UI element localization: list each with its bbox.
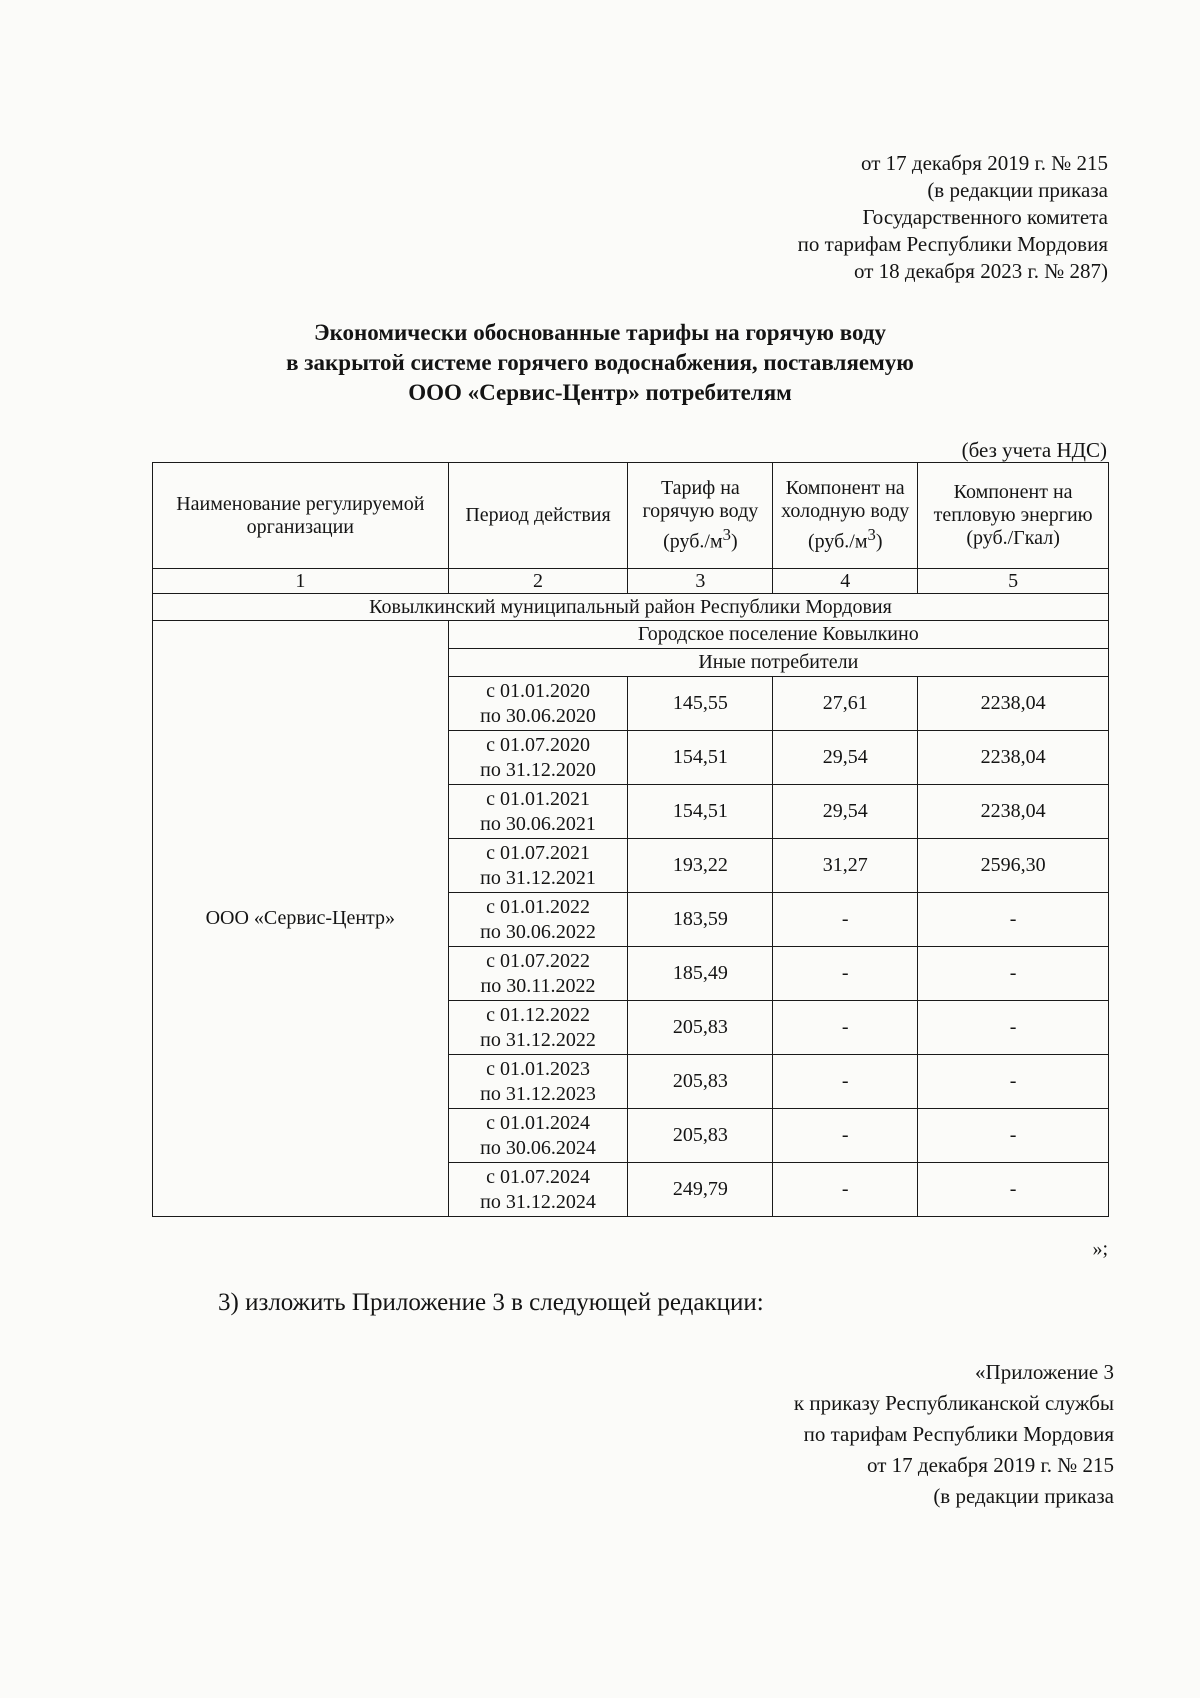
column-number: 1	[153, 569, 449, 594]
header-heat-energy: Компонент на тепловую энергию (руб./Гкал)	[918, 463, 1109, 569]
period-end: по 31.12.2024	[480, 1190, 596, 1213]
header-cold-water: Компонент на холодную воду $(руб./м^3)$	[773, 463, 918, 569]
order-reference-line: по тарифам Республики Мордовия	[797, 232, 1108, 256]
district-row	[153, 594, 1109, 621]
period-cell	[448, 785, 628, 839]
period-cell	[448, 677, 628, 731]
cold-water-cell: -	[773, 1163, 918, 1217]
period-cell	[448, 947, 628, 1001]
tariff-cell: 205,83	[628, 1109, 773, 1163]
tariff-cell: 154,51	[628, 731, 773, 785]
tariff-cell: 193,22	[628, 839, 773, 893]
closing-quote: »;	[1092, 1238, 1108, 1260]
column-number: 5	[918, 569, 1109, 594]
cold-water-cell: -	[773, 947, 918, 1001]
period-start: с 01.01.2021	[486, 787, 590, 810]
period-start: с 01.01.2022	[486, 895, 590, 918]
order-reference-line: (в редакции приказа	[927, 178, 1108, 202]
appendix-line: от 17 декабря 2019 г. № 215	[867, 1453, 1114, 1477]
cold-water-cell: 29,54	[773, 731, 918, 785]
table-header-row	[153, 463, 1109, 569]
organization-name: ООО «Сервис-Центр»	[153, 621, 449, 1217]
title-line: в закрытой системе горячего водоснабжения, поставляемую	[286, 350, 914, 375]
heat-energy-cell: 2238,04	[918, 731, 1109, 785]
heat-energy-cell: 2238,04	[918, 677, 1109, 731]
cold-water-cell: -	[773, 1055, 918, 1109]
appendix-reference	[794, 1357, 1114, 1512]
order-reference-line: от 18 декабря 2023 г. № 287)	[854, 259, 1108, 283]
period-end: по 31.12.2021	[480, 866, 596, 889]
period-cell	[448, 731, 628, 785]
period-cell	[448, 1055, 628, 1109]
tariff-table	[152, 462, 1109, 1217]
settlement-row	[153, 621, 1109, 649]
order-reference-line: от 17 декабря 2019 г. № 215	[861, 151, 1108, 175]
period-cell	[448, 839, 628, 893]
period-start: с 01.12.2022	[486, 1003, 590, 1026]
cold-water-cell: -	[773, 1001, 918, 1055]
period-cell	[448, 1163, 628, 1217]
heat-energy-cell: -	[918, 1163, 1109, 1217]
period-end: по 30.06.2020	[480, 704, 596, 727]
appendix-line: к приказу Республиканской службы	[793, 1391, 1114, 1415]
appendix-line: (в редакции приказа	[933, 1484, 1114, 1508]
period-end: по 30.06.2021	[480, 812, 596, 835]
tariff-cell: 249,79	[628, 1163, 773, 1217]
period-end: по 30.06.2024	[480, 1136, 596, 1159]
heat-energy-cell: -	[918, 1001, 1109, 1055]
period-start: с 01.07.2022	[486, 949, 590, 972]
column-number: 3	[628, 569, 773, 594]
heat-energy-cell: -	[918, 893, 1109, 947]
settlement-name: Городское поселение Ковылкино	[448, 621, 1108, 649]
cold-water-cell: 27,61	[773, 677, 918, 731]
heat-energy-cell: -	[918, 1055, 1109, 1109]
period-end: по 31.12.2022	[480, 1028, 596, 1051]
tariff-cell: 205,83	[628, 1055, 773, 1109]
consumer-group-name: Иные потребители	[448, 649, 1108, 677]
period-end: по 31.12.2020	[480, 758, 596, 781]
tariff-cell: 205,83	[628, 1001, 773, 1055]
header-organization: Наименование регулируемой организации	[153, 463, 449, 569]
title-line: Экономически обоснованные тарифы на горячую воду	[313, 320, 886, 345]
column-number-row	[153, 569, 1109, 594]
column-number: 2	[448, 569, 628, 594]
heat-energy-cell: 2238,04	[918, 785, 1109, 839]
period-cell	[448, 893, 628, 947]
column-number: 4	[773, 569, 918, 594]
order-reference-line: Государственного комитета	[862, 205, 1108, 229]
period-start: с 01.07.2021	[486, 841, 590, 864]
title-line: ООО «Сервис-Центр» потребителям	[408, 380, 792, 405]
period-start: с 01.01.2023	[486, 1057, 590, 1080]
vat-note: (без учета НДС)	[961, 438, 1107, 462]
period-start: с 01.07.2024	[486, 1165, 590, 1188]
tariff-cell: 183,59	[628, 893, 773, 947]
period-start: с 01.07.2020	[486, 733, 590, 756]
header-period: Период действия	[448, 463, 628, 569]
appendix-line: «Приложение 3	[975, 1360, 1114, 1384]
period-end: по 30.06.2022	[480, 920, 596, 943]
period-end: по 30.11.2022	[480, 974, 596, 997]
instruction-text: 3) изложить Приложение 3 в следующей редакции:	[218, 1289, 764, 1316]
period-end: по 31.12.2023	[480, 1082, 596, 1105]
tariff-cell: 154,51	[628, 785, 773, 839]
tariff-cell: 185,49	[628, 947, 773, 1001]
period-start: с 01.01.2020	[486, 679, 590, 702]
document-title	[150, 318, 1050, 408]
district-name: Ковылкинский муниципальный район Республики Мордовия	[153, 594, 1109, 621]
cold-water-cell: 29,54	[773, 785, 918, 839]
cold-water-cell: -	[773, 1109, 918, 1163]
cold-water-cell: 31,27	[773, 839, 918, 893]
heat-energy-cell: -	[918, 947, 1109, 1001]
heat-energy-cell: -	[918, 1109, 1109, 1163]
appendix-line: по тарифам Республики Мордовия	[803, 1422, 1114, 1446]
tariff-cell: 145,55	[628, 677, 773, 731]
cold-water-cell: -	[773, 893, 918, 947]
header-tariff: Тариф на горячую воду $(руб./м^3)$	[628, 463, 773, 569]
period-cell	[448, 1109, 628, 1163]
period-cell	[448, 1001, 628, 1055]
period-start: с 01.01.2024	[486, 1111, 590, 1134]
heat-energy-cell: 2596,30	[918, 839, 1109, 893]
order-reference	[798, 150, 1108, 285]
